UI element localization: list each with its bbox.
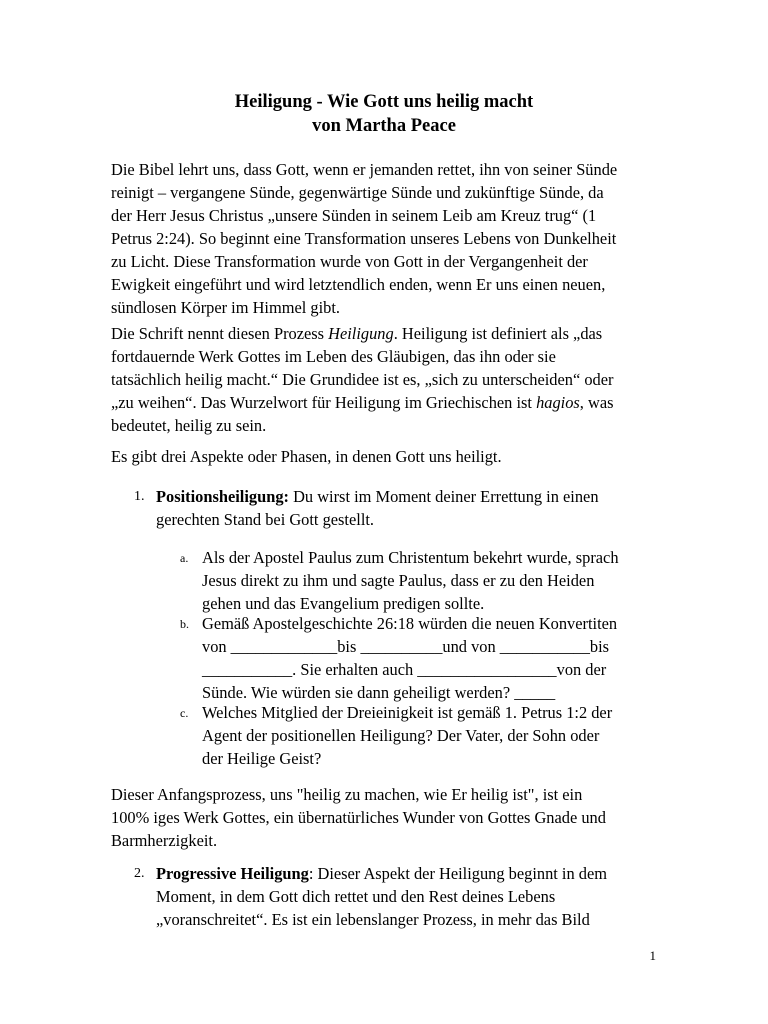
bold-term: Positionsheiligung:	[156, 487, 289, 506]
paragraph-initial-process	[111, 783, 671, 852]
text-line	[111, 391, 671, 414]
sub-item-letter: c.	[180, 706, 189, 720]
page-number: 1	[649, 948, 656, 963]
title-author-line: von Martha Peace	[312, 116, 456, 136]
text-line	[156, 862, 648, 885]
text-line: reinigt – vergangene Sünde, gegenwärtige Sünde und zukünftige Sünde, da	[111, 183, 604, 202]
paragraph-aspects	[111, 445, 671, 468]
fill-in-line: Sünde. Wie würden sie dann geheiligt werden? _____	[202, 683, 556, 702]
document-title	[0, 90, 768, 138]
paragraph-intro	[111, 158, 671, 319]
text-span: . Heiligung ist definiert als „das	[393, 324, 603, 343]
text-line: Barmherzigkeit.	[111, 831, 218, 850]
sub-item-text	[202, 612, 652, 704]
text-span: , was	[579, 393, 614, 412]
text-line: Ewigkeit eingeführt und wird letztendlich enden, wenn Er uns einen neuen,	[111, 275, 606, 294]
text-line: sündlosen Körper im Himmel gibt.	[111, 298, 340, 317]
list-number: 1.	[134, 489, 145, 504]
text-line: Dieser Anfangsprozess, uns "heilig zu machen, wie Er heilig ist", ist ein	[111, 785, 583, 804]
text-span: Du wirst im Moment deiner Errettung in einen	[288, 487, 599, 506]
sub-item-letter: a.	[180, 551, 189, 565]
text-line: Moment, in dem Gott dich rettet und den Rest deines Lebens	[156, 887, 556, 906]
paragraph-definition	[111, 322, 671, 437]
text-span: : Dieser Aspekt der Heiligung beginnt in dem	[308, 864, 607, 883]
sub-item-letter: b.	[180, 617, 189, 631]
text-line: der Heilige Geist?	[202, 749, 322, 768]
text-span: „zu weihen“. Das Wurzelwort für Heiligung im Griechischen ist	[111, 393, 537, 412]
title-line-1: Heiligung - Wie Gott uns heilig macht	[234, 92, 534, 112]
italic-term: hagios	[536, 393, 580, 412]
text-line: Als der Apostel Paulus zum Christentum bekehrt wurde, sprach	[202, 548, 619, 567]
list-item-text	[156, 862, 648, 931]
list-item-text	[156, 485, 648, 531]
text-line: Petrus 2:24). So beginnt eine Transformation unseres Lebens von Dunkelheit	[111, 229, 617, 248]
text-line	[111, 322, 671, 345]
text-line: Die Bibel lehrt uns, dass Gott, wenn er jemanden rettet, ihn von seiner Sünde	[111, 160, 618, 179]
text-line: Gemäß Apostelgeschichte 26:18 würden die neuen Konvertiten	[202, 614, 618, 633]
text-line: bedeutet, heilig zu sein.	[111, 416, 267, 435]
bold-term: Progressive Heiligung	[156, 864, 309, 883]
text-line: „voranschreitet“. Es ist ein lebenslanger Prozess, in mehr das Bild	[156, 910, 590, 929]
sub-item-text	[202, 546, 652, 615]
text-line: 100% iges Werk Gottes, ein übernatürliches Wunder von Gottes Gnade und	[111, 808, 606, 827]
italic-term: Heiligung	[328, 324, 394, 343]
text-line: tatsächlich heilig macht.“ Die Grundidee ist es, „sich zu unterscheiden“ oder	[111, 370, 614, 389]
text-span: Die Schrift nennt diesen Prozess	[111, 324, 329, 343]
text-line: gehen und das Evangelium predigen sollte.	[202, 594, 485, 613]
sub-item-text	[202, 701, 652, 770]
text-line: Es gibt drei Aspekte oder Phasen, in denen Gott uns heiligt.	[111, 447, 502, 466]
text-line: fortdauernde Werk Gottes im Leben des Gläubigen, das ihn oder sie	[111, 347, 556, 366]
text-line: der Herr Jesus Christus „unsere Sünden in seinem Leib am Kreuz trug“ (1	[111, 206, 597, 225]
text-line	[156, 485, 648, 508]
text-line: Welches Mitglied der Dreieinigkeit ist gemäß 1. Petrus 1:2 der	[202, 703, 613, 722]
text-line: Jesus direkt zu ihm und sagte Paulus, dass er zu den Heiden	[202, 571, 595, 590]
text-line: Agent der positionellen Heiligung? Der Vater, der Sohn oder	[202, 726, 600, 745]
text-line: zu Licht. Diese Transformation wurde von Gott in der Vergangenheit der	[111, 252, 588, 271]
text-line: gerechten Stand bei Gott gestellt.	[156, 510, 375, 529]
fill-in-line: ___________. Sie erhalten auch _________________von der	[202, 660, 607, 679]
fill-in-line: von _____________bis __________und von ___________bis	[202, 637, 610, 656]
list-number: 2.	[134, 866, 145, 881]
